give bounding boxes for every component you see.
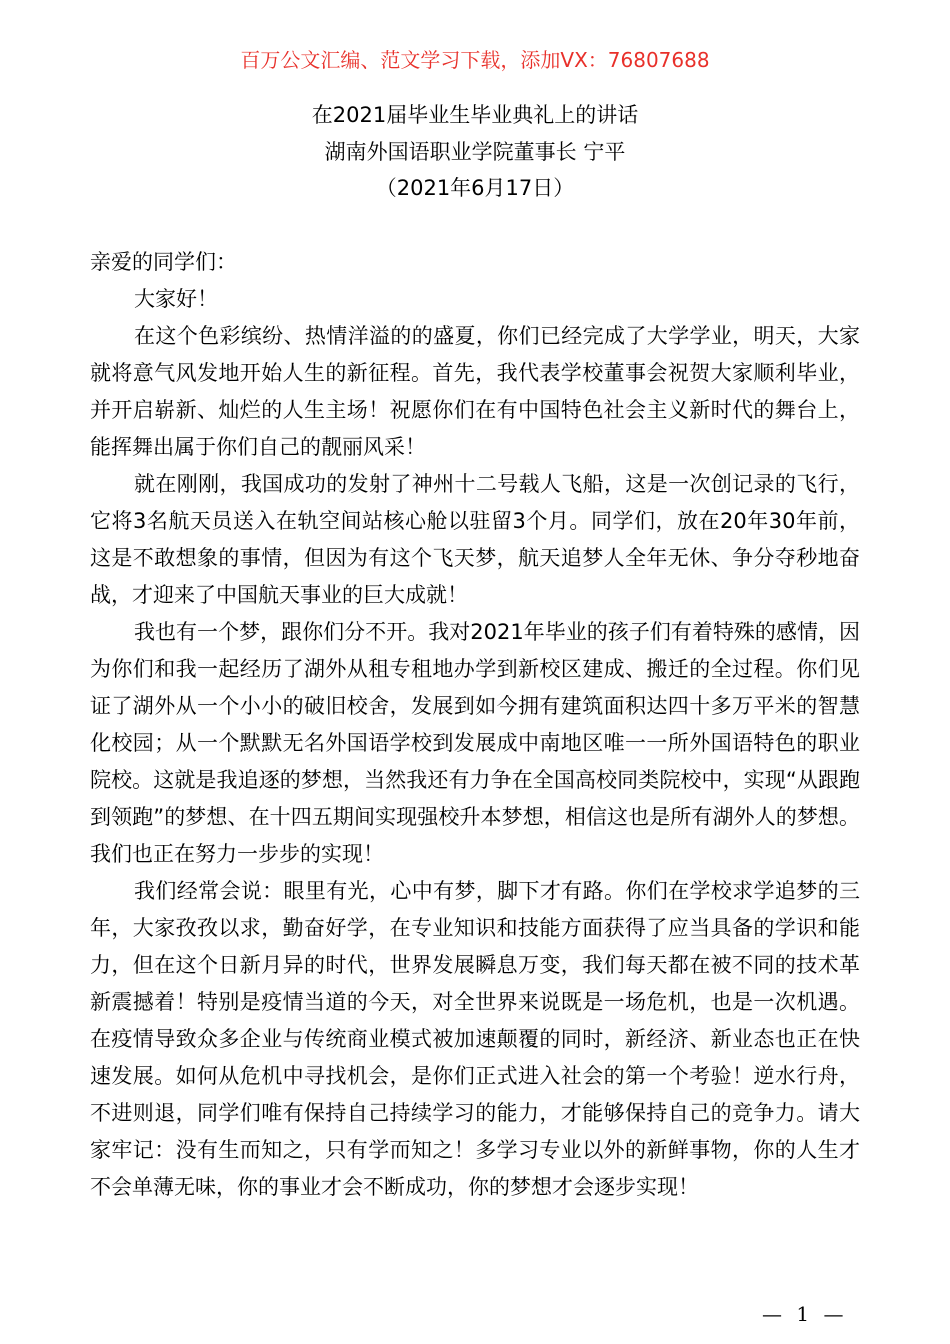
paragraph: 在这个色彩缤纷、热情洋溢的的盛夏，你们已经完成了大学学业，明天，大家就将意气风发地开始人生的新征程。首先，我代表学校董事会祝贺大家顺利毕业，并开启崭新、灿烂的人生主场！祝愿你们在有中国特色社会主义新时代的舞台上，能挥舞出属于你们自己的靓丽风采！: [90, 324, 860, 459]
speech-title: 在2021届毕业生毕业典礼上的讲话: [311, 103, 639, 127]
paragraph: 就在刚刚，我国成功的发射了神州十二号载人飞船，这是一次创记录的飞行，它将3名航天员送入在轨空间站核心舱以驻留3个月。同学们，放在20年30年前，这是不敢想象的事情，但因为有这个飞天梦，航天追梦人全年无休、争分夺秒地奋战，才迎来了中国航天事业的巨大成就！: [90, 472, 860, 607]
speech-date: （2021年6月17日）: [375, 176, 575, 200]
page-number: — 1 —: [762, 1302, 848, 1326]
paragraph: 我也有一个梦，跟你们分不开。我对2021年毕业的孩子们有着特殊的感情，因为你们和我一起经历了湖外从租专租地办学到新校区建成、搬迁的全过程。你们见证了湖外从一个小小的破旧校舍，发展到如今拥有建筑面积达四十多万平米的智慧化校园；从一个默默无名外国语学校到发展成中南地区唯一一所外国语特色的职业院校。这就是我追逐的梦想，当然我还有力争在全国高校同类院校中，实现“从跟跑到领跑”的梦想、在十四五期间实现强校升本梦想，相信这也是所有湖外人的梦想。我们也正在努力一步步的实现！: [90, 620, 860, 866]
speech-body: [90, 244, 860, 1206]
paragraph: 我们经常会说：眼里有光，心中有梦，脚下才有路。你们在学校求学追梦的三年，大家孜孜以求，勤奋好学，在专业知识和技能方面获得了应当具备的学识和能力，但在这个日新月异的时代，世界发展瞬息万变，我们每天都在被不同的技术革新震撼着！特别是疫情当道的今天，对全世界来说既是一场危机，也是一次机遇。在疫情导致众多企业与传统商业模式被加速颠覆的同时，新经济、新业态也正在快速发展。如何从危机中寻找机会，是你们正式进入社会的第一个考验！逆水行舟，不进则退，同学们唯有保持自己持续学习的能力，才能够保持自己的竞争力。请大家牢记：没有生而知之，只有学而知之！多学习专业以外的新鲜事物，你的人生才不会单薄无味，你的事业才会不断成功，你的梦想才会逐步实现！: [90, 879, 860, 1199]
paragraph: 大家好！: [134, 287, 218, 311]
promo-banner: 百万公文汇编、范文学习下载，添加VX：76807688: [240, 48, 710, 72]
speaker-line: 湖南外国语职业学院董事长 宁平: [324, 140, 626, 164]
salutation: 亲爱的同学们：: [90, 250, 237, 274]
